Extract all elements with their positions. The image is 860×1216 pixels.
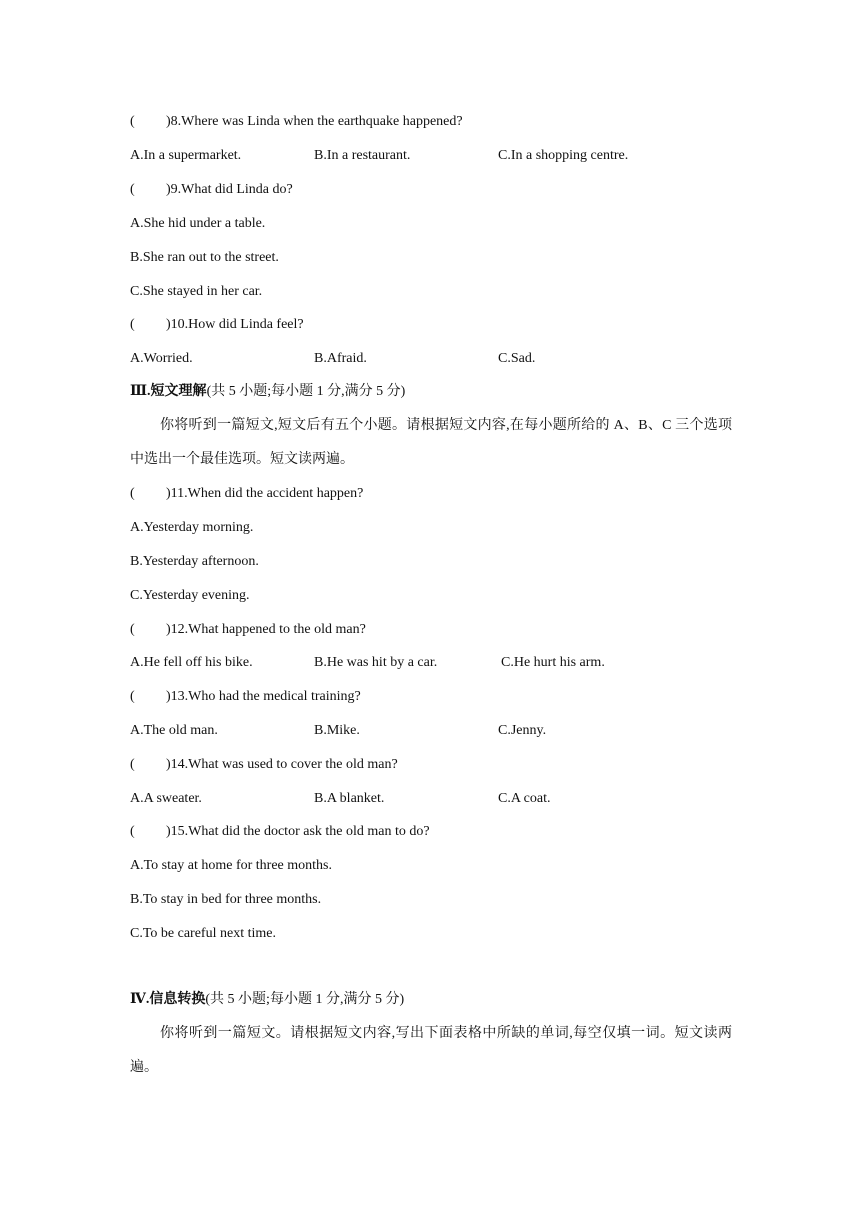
section-3-instructions: 你将听到一篇短文,短文后有五个小题。请根据短文内容,在每小题所给的 A、B、C 三个选项中选出一个最佳选项。短文读两遍。: [130, 418, 732, 467]
question-text: )11.When did the accident happen?: [166, 486, 364, 501]
option-b: B.Afraid.: [314, 351, 367, 366]
option-c: C.In a shopping centre.: [498, 148, 629, 163]
section-title: Ⅲ.短文理解: [130, 384, 207, 399]
option-b: B.In a restaurant.: [314, 148, 411, 163]
answer-blank[interactable]: (: [130, 824, 135, 839]
option-c: C.To be careful next time.: [130, 926, 276, 941]
option-b: B.Mike.: [314, 723, 360, 738]
question-12: [130, 620, 366, 640]
question-11: [130, 484, 363, 504]
option-b: B.He was hit by a car.: [314, 655, 438, 670]
option-b: B.Yesterday afternoon.: [130, 554, 259, 569]
section-3-heading: [130, 382, 405, 402]
question-8: [130, 112, 463, 132]
section-4-heading: [130, 990, 404, 1010]
answer-blank[interactable]: (: [130, 622, 135, 637]
option-c: C.She stayed in her car.: [130, 284, 263, 299]
option-c: C.Yesterday evening.: [130, 588, 250, 603]
option-c: C.Jenny.: [498, 723, 547, 738]
option-a: A.The old man.: [130, 723, 218, 738]
section-4-instructions: 你将听到一篇短文。请根据短文内容,写出下面表格中所缺的单词,每空仅填一词。短文读两遍。: [130, 1026, 732, 1075]
answer-blank[interactable]: (: [130, 114, 135, 129]
option-a: A.He fell off his bike.: [130, 655, 253, 670]
answer-blank[interactable]: (: [130, 317, 135, 332]
section-meta: (共 5 小题;每小题 1 分,满分 5 分): [206, 384, 406, 399]
option-c: C.Sad.: [498, 351, 536, 366]
option-a: A.In a supermarket.: [130, 148, 242, 163]
option-a: A.She hid under a table.: [130, 216, 266, 231]
option-b: B.To stay in bed for three months.: [130, 892, 322, 907]
option-a: A.Yesterday morning.: [130, 520, 254, 535]
answer-blank[interactable]: (: [130, 486, 135, 501]
option-b: B.She ran out to the street.: [130, 250, 279, 265]
question-8-options: [130, 146, 732, 166]
question-14-options: [130, 789, 732, 809]
question-text: )12.What happened to the old man?: [166, 622, 366, 637]
question-10-options: [130, 349, 732, 369]
answer-blank[interactable]: (: [130, 689, 135, 704]
question-text: )15.What did the doctor ask the old man to do?: [166, 824, 430, 839]
question-text: )14.What was used to cover the old man?: [166, 757, 398, 772]
option-c: C.He hurt his arm.: [501, 655, 605, 670]
question-text: )10.How did Linda feel?: [166, 317, 304, 332]
section-title: Ⅳ.信息转换: [130, 992, 206, 1007]
answer-blank[interactable]: (: [130, 182, 135, 197]
option-a: A.A sweater.: [130, 791, 202, 806]
question-text: )8.Where was Linda when the earthquake happened?: [166, 114, 463, 129]
question-14: [130, 755, 398, 775]
question-text: )9.What did Linda do?: [166, 182, 293, 197]
question-13: [130, 687, 361, 707]
answer-blank[interactable]: (: [130, 757, 135, 772]
question-13-options: [130, 721, 732, 741]
option-c: C.A coat.: [498, 791, 551, 806]
question-10: [130, 315, 304, 335]
section-meta: (共 5 小题;每小题 1 分,满分 5 分): [205, 992, 405, 1007]
question-12-options: [130, 653, 732, 673]
question-text: )13.Who had the medical training?: [166, 689, 361, 704]
option-b: B.A blanket.: [314, 791, 385, 806]
question-9: [130, 180, 293, 200]
option-a: A.To stay at home for three months.: [130, 858, 332, 873]
option-a: A.Worried.: [130, 351, 193, 366]
question-15: [130, 822, 430, 842]
